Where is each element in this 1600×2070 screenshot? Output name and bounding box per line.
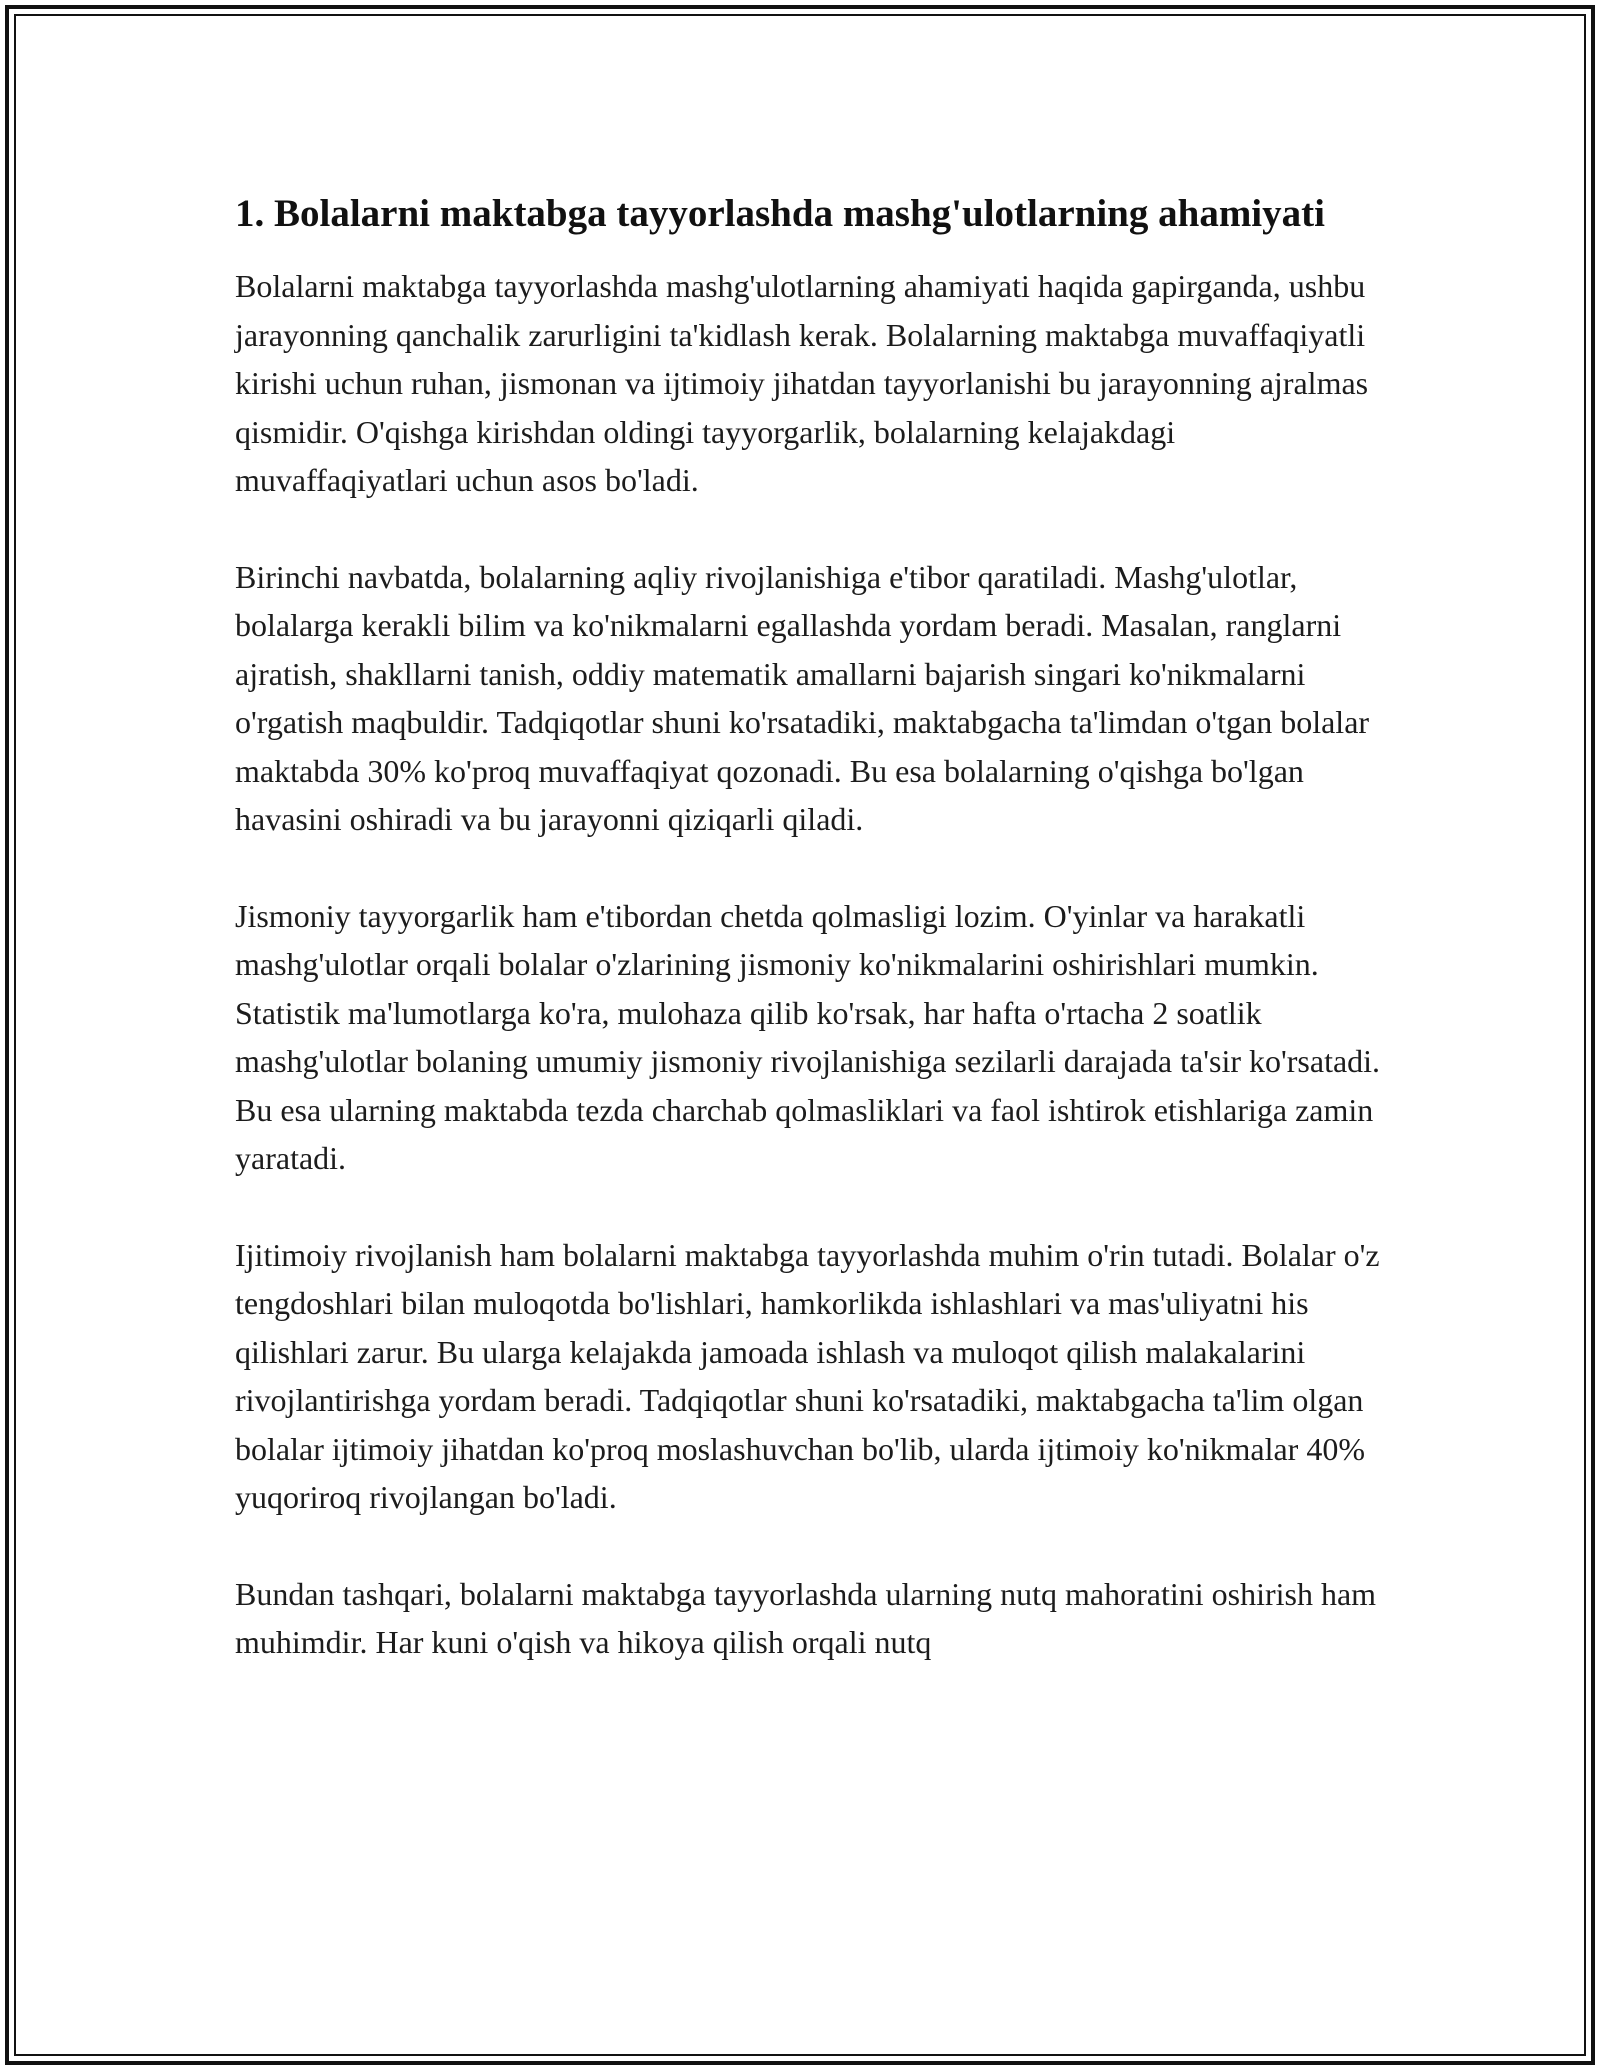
paragraph-speech-skills: Bundan tashqari, bolalarni maktabga tayyorlashda ularning nutq mahoratini oshirish ham muhimdir. Har kuni o'qish va hikoya qilish orqali nutq bbox=[235, 1575, 1377, 1660]
paragraph-intro: Bolalarni maktabga tayyorlashda mashg'ulotlarning ahamiyati haqida gapirganda, ushbu jarayonning qanchalik zarurligini ta'kidlash kerak. Bolalarning maktabga muvaffaqiyatli kirishi uchun ruhan, jismonan va ijtimoiy jihatdan tayyorlanishi bu jarayonning ajralmas qismidir. O'qishga kirishdan oldingi tayyorgarlik, bolalarning kelajakdagi muvaffaqiyatlari uchun asos bo'ladi. bbox=[235, 268, 1369, 498]
paragraph-social-development: Ijitimoiy rivojlanish ham bolalarni maktabga tayyorlashda muhim o'rin tutadi. Bolalar o'z tengdoshlari bilan muloqotda bo'lishlari, hamkorlikda ishlashlari va mas'uliyatni his qilishlari zarur. Bu ularga kelajakda jamoada ishlash va muloqot qilish malakalarini rivojlantirishga yordam beradi. Tadqiqotlar shuni ko'rsatadiki, maktabgacha ta'lim olgan bolalar ijtimoiy jihatdan ko'proq moslashuvchan bo'lib, ularda ijtimoiy ko'nikmalar 40% yuqoriroq rivojlangan bo'ladi. bbox=[235, 1236, 1380, 1515]
document-body bbox=[235, 186, 1385, 1715]
paragraph-mental-development: Birinchi navbatda, bolalarning aqliy rivojlanishiga e'tibor qaratiladi. Mashg'ulotlar, bolalarga kerakli bilim va ko'nikmalarni egallashda yordam beradi. Masalan, ranglarni ajratish, shakllarni tanish, oddiy matematik amallarni bajarish singari ko'nikmalarni o'rgatish maqbuldir. Tadqiqotlar shuni ko'rsatadiki, maktabgacha ta'limdan o'tgan bolalar maktabda 30% ko'proq muvaffaqiyat qozonadi. Bu esa bolalarning o'qishga bo'lgan havasini oshiradi va bu jarayonni qiziqarli qiladi. bbox=[235, 558, 1370, 837]
section-heading: 1. Bolalarni maktabga tayyorlashda mashg'ulotlarning ahamiyati bbox=[235, 192, 1325, 235]
paragraph-physical-preparation: Jismoniy tayyorgarlik ham e'tibordan chetda qolmasligi lozim. O'yinlar va harakatli mashg'ulotlar orqali bolalar o'zlarining jismoniy ko'nikmalarini oshirishlari mumkin. Statistik ma'lumotlarga ko'ra, mulohaza qilib ko'rsak, har hafta o'rtacha 2 soatlik mashg'ulotlar bolaning umumiy jismoniy rivojlanishiga sezilarli darajada ta'sir ko'rsatadi. Bu esa ularning maktabda tezda charchab qolmasliklari va faol ishtirok etishlariga zamin yaratadi. bbox=[235, 897, 1381, 1176]
